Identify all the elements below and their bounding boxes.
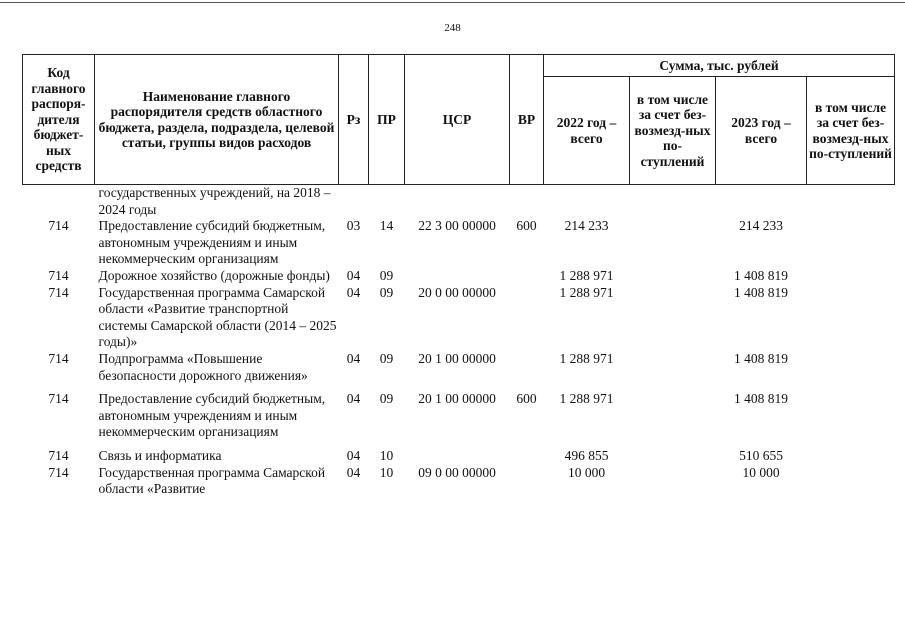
row-2023-total: 10 000 — [742, 464, 780, 480]
row-2023-total: 1 408 819 — [734, 267, 788, 283]
table-row — [23, 268, 895, 285]
row-code — [23, 185, 95, 219]
row-2022-free — [630, 441, 716, 465]
row-2023-free — [807, 351, 895, 384]
row-name: Дорожное хозяйство (дорожные фонды) — [98, 267, 330, 283]
row-code: 714 — [48, 391, 69, 407]
row-2022-total: 214 233 — [564, 218, 609, 234]
row-rz: 04 — [346, 284, 361, 300]
row-code: 714 — [48, 284, 69, 300]
header-sum-group: Сумма, тыс. рублей — [544, 55, 895, 77]
row-2022-free — [630, 185, 716, 219]
table-row — [23, 384, 895, 441]
row-2023-free — [807, 441, 895, 465]
table-row — [23, 465, 895, 498]
row-pr: 09 — [379, 350, 394, 366]
row-2023-free — [807, 384, 895, 441]
row-csr: 22 3 00 00000 — [418, 218, 496, 234]
row-2022-free — [630, 285, 716, 351]
header-rz: Рз — [339, 55, 369, 185]
row-pr: 10 — [379, 464, 394, 480]
row-2022-total: 1 288 971 — [559, 391, 614, 407]
row-csr — [405, 268, 510, 285]
row-rz: 04 — [346, 447, 361, 463]
row-2022-total: 1 288 971 — [559, 350, 614, 366]
row-2022-total: 1 288 971 — [559, 284, 614, 300]
row-name: Подпрограмма «Повышение безопасности дорожного движения» — [98, 350, 308, 383]
row-2023-total: 1 408 819 — [734, 350, 788, 366]
header-code: Код главного распоря-дителя бюджет-ных средств — [23, 55, 95, 185]
table-body — [23, 185, 895, 498]
row-code: 714 — [48, 350, 69, 366]
row-2023-total — [716, 185, 807, 219]
row-rz: 04 — [346, 391, 361, 407]
row-name: Государственная программа Самарской области «Развитие — [98, 464, 326, 497]
header-2023-total: 2023 год – всего — [716, 77, 807, 185]
row-code: 714 — [48, 464, 69, 480]
header-2022-total: 2022 год – всего — [544, 77, 630, 185]
row-csr: 09 0 00 00000 — [418, 464, 496, 480]
table-row — [23, 185, 895, 219]
table-header — [23, 55, 895, 185]
row-2022-free — [630, 218, 716, 268]
row-rz — [339, 185, 369, 219]
row-name: Связь и информатика — [98, 447, 222, 463]
row-2023-total: 1 408 819 — [734, 284, 788, 300]
row-2022-total: 10 000 — [567, 464, 606, 480]
row-pr: 09 — [379, 284, 394, 300]
row-code: 714 — [48, 218, 69, 234]
row-vr — [510, 285, 544, 351]
row-2022-total — [544, 185, 630, 219]
row-pr: 09 — [379, 267, 394, 283]
row-2023-free — [807, 185, 895, 219]
row-2023-free — [807, 218, 895, 268]
header-pr: ПР — [369, 55, 405, 185]
header-2022-free: в том числе за счет без-возмезд-ных по-ступлений — [630, 77, 716, 185]
row-name: Предоставление субсидий бюджетным, автономным учреждениям и иным некоммерческим организациям — [98, 391, 326, 440]
row-2022-free — [630, 351, 716, 384]
row-pr: 09 — [379, 391, 394, 407]
row-csr — [405, 185, 510, 219]
row-rz: 03 — [346, 218, 361, 234]
row-2023-total: 1 408 819 — [734, 391, 788, 407]
row-rz: 04 — [346, 350, 361, 366]
row-2023-total: 214 233 — [739, 218, 783, 234]
header-csr: ЦСР — [405, 55, 510, 185]
table-row — [23, 218, 895, 268]
row-2022-free — [630, 268, 716, 285]
row-pr — [369, 185, 405, 219]
header-name: Наименование главного распорядителя средств областного бюджета, раздела, подраздела, целевой статьи, группы видов расходов — [95, 55, 339, 185]
row-2022-total: 1 288 971 — [559, 267, 614, 283]
row-vr — [510, 351, 544, 384]
row-name: государственных учреждений, на 2018 – 2024 годы — [98, 185, 331, 217]
row-2023-free — [807, 268, 895, 285]
row-vr: 600 — [516, 218, 537, 234]
row-rz: 04 — [346, 464, 361, 480]
table-row — [23, 351, 895, 384]
row-vr — [510, 268, 544, 285]
row-name: Предоставление субсидий бюджетным, автономным учреждениям и иным некоммерческим организациям — [98, 218, 326, 267]
page-number: 248 — [444, 22, 461, 34]
top-rule — [0, 2, 905, 3]
row-pr: 14 — [379, 218, 394, 234]
table-row — [23, 441, 895, 465]
row-vr — [510, 441, 544, 465]
row-2023-free — [807, 285, 895, 351]
row-2023-total: 510 655 — [739, 447, 783, 463]
header-vr: ВР — [510, 55, 544, 185]
header-2023-free: в том числе за счет без-возмезд-ных по-ступлений — [807, 77, 895, 185]
row-csr: 20 1 00 00000 — [418, 391, 496, 407]
row-vr: 600 — [516, 391, 537, 407]
row-pr: 10 — [379, 447, 394, 463]
row-2022-total: 496 855 — [564, 447, 609, 463]
row-2023-free — [807, 465, 895, 498]
row-csr: 20 1 00 00000 — [418, 350, 496, 366]
row-vr — [510, 465, 544, 498]
row-name: Государственная программа Самарской области «Развитие транспортной системы Самарской области (2014 – 2025 годы)» — [98, 284, 337, 350]
table-row — [23, 285, 895, 351]
budget-table — [22, 54, 895, 498]
row-2022-free — [630, 465, 716, 498]
row-rz: 04 — [346, 267, 361, 283]
row-code: 714 — [48, 267, 69, 283]
row-2022-free — [630, 384, 716, 441]
row-vr — [510, 185, 544, 219]
row-csr — [405, 441, 510, 465]
row-code: 714 — [48, 447, 69, 463]
row-csr: 20 0 00 00000 — [418, 284, 496, 300]
